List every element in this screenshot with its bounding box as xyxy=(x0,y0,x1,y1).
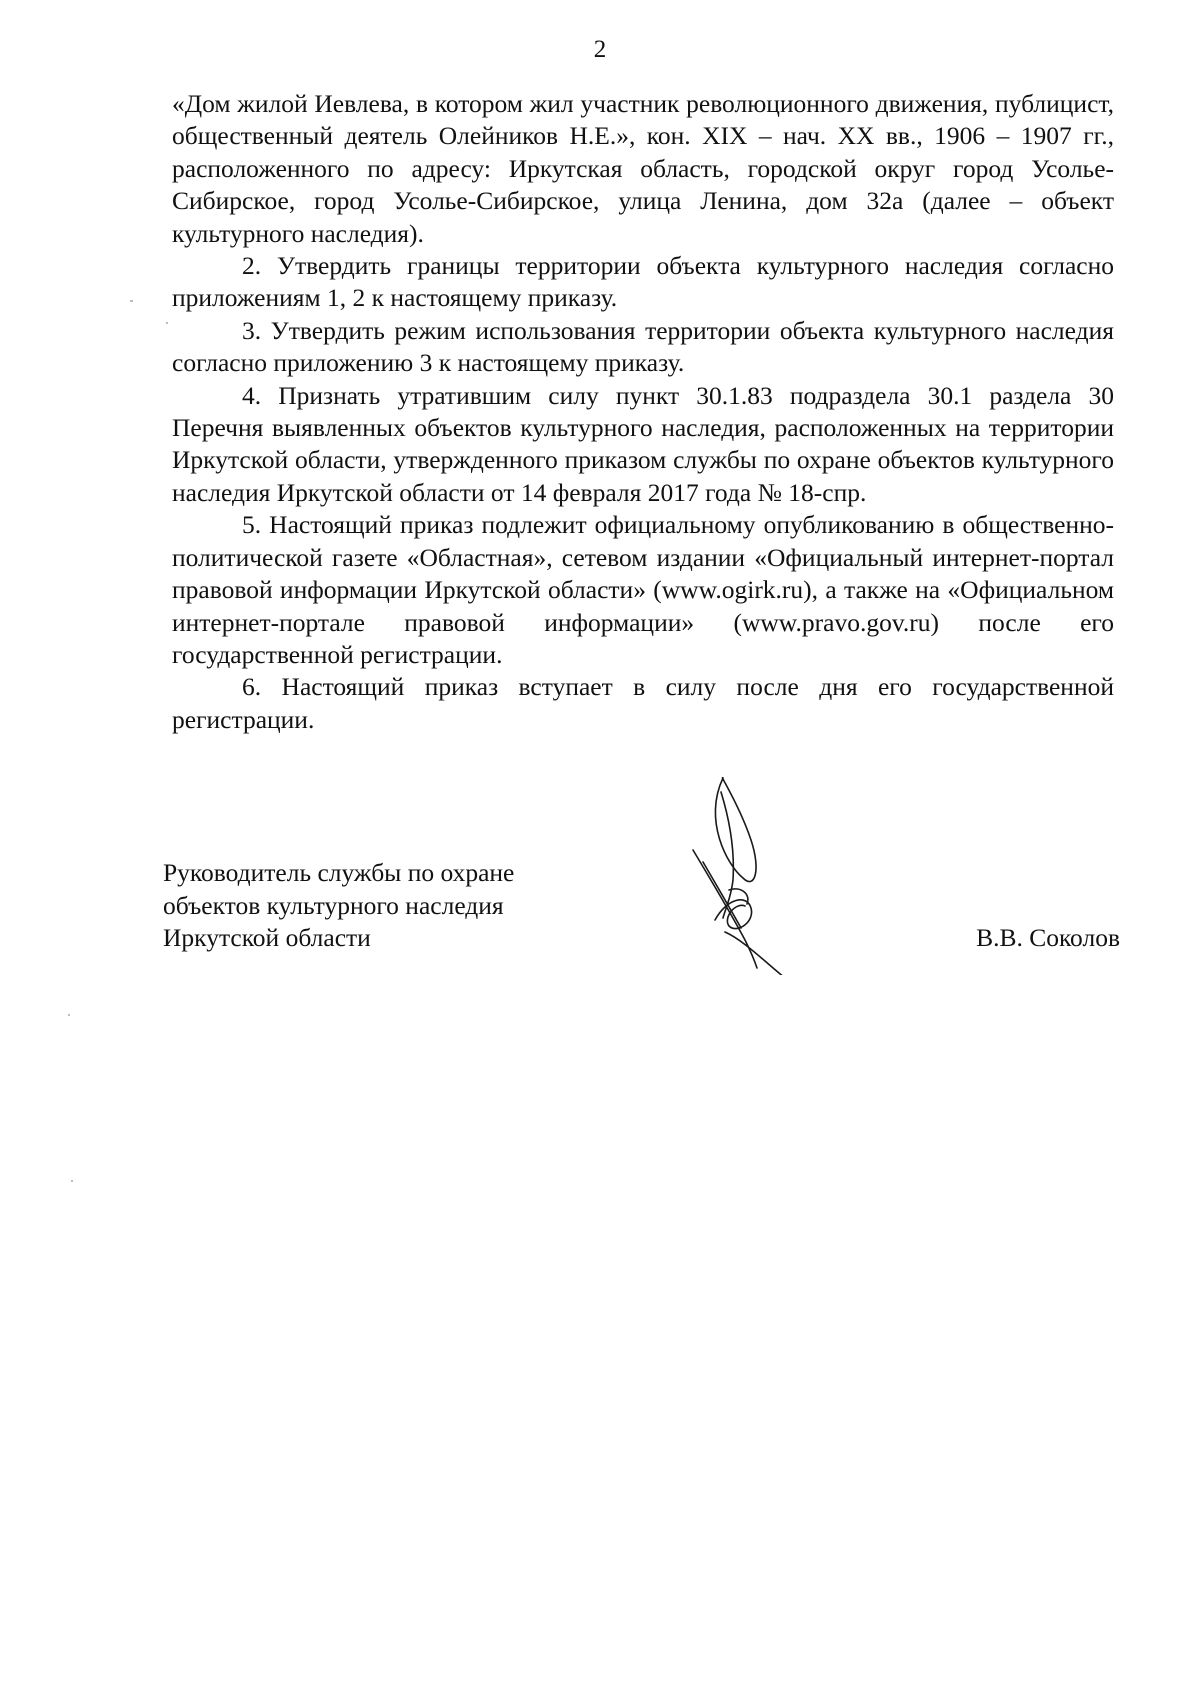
paragraph-item-4: 4. Признать утратившим силу пункт 30.1.83 подраздела 30.1 раздела 30 Перечня выявленных объектов культурного наследия, расположенных на территории Иркутской области, утвержденного приказом службы по охране объектов культурного наследия Иркутской области от 14 февраля 2017 года № 18-спр. xyxy=(172,380,1114,507)
paragraph-item-6: 6. Настоящий приказ вступает в силу после дня его государственной регистрации. xyxy=(172,672,1114,734)
document-body xyxy=(172,88,1114,736)
paragraph-item-5: 5. Настоящий приказ подлежит официальному опубликованию в общественно-политической газете «Областная», сетевом издании «Официальный интернет-портал правовой информации Иркутской области» (www.ogirk.ru), а также на «Официальном интернет-портале правовой информации» (www.pravo.gov.ru) после его государственной регистрации. xyxy=(172,510,1114,669)
page-number: 2 xyxy=(593,36,607,63)
scan-artifact xyxy=(71,1180,73,1182)
paragraph-item-2: 2. Утвердить границы территории объекта культурного наследия согласно приложениям 1, 2 к настоящему приказу. xyxy=(172,251,1114,313)
signatory-title-line: объектов культурного наследия xyxy=(163,890,504,920)
signatory-title xyxy=(163,857,514,955)
signatory-title-line: Иркутской области xyxy=(163,923,371,952)
scan-artifact xyxy=(130,300,133,302)
signatory-title-line: Руководитель службы по охране xyxy=(163,858,515,887)
handwritten-signature xyxy=(685,770,825,975)
signatory-name: В.В. Соколов xyxy=(976,923,1120,952)
scan-artifact xyxy=(68,1014,70,1016)
paragraph-item-3: 3. Утвердить режим использования территории объекта культурного наследия согласно приложению 3 к настоящему приказу. xyxy=(172,315,1114,378)
scan-artifact xyxy=(166,322,168,324)
paragraph-object-description: «Дом жилой Иевлева, в котором жил участник революционного движения, публицист, общественный деятель Олейников Н.Е.», кон. XIX – нач. XX вв., 1906 – 1907 гг., расположенного по адресу: Иркутская область, городской округ город Усолье-Сибирское, город Усолье-Сибирское, улица Ленина, дом 32а (далее – объект культурного наследия). xyxy=(172,89,1114,248)
